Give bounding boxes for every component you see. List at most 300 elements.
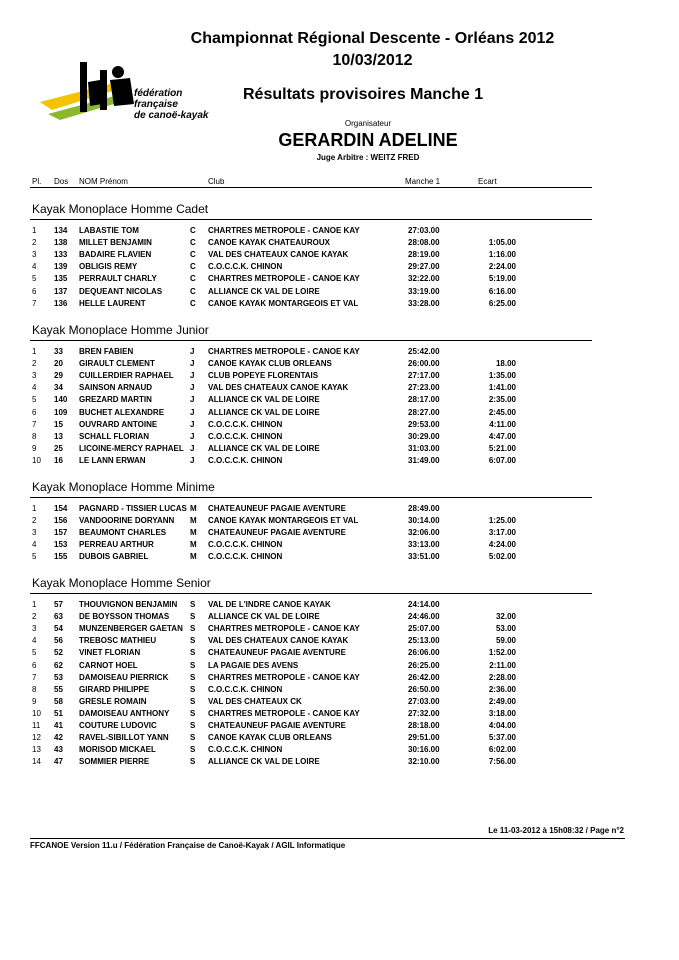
- cell-cat: M: [190, 528, 197, 538]
- cell-pl: 7: [32, 419, 37, 429]
- cell-nom: SAINSON ARNAUD: [79, 383, 153, 393]
- cell-m1: 30:14.00: [408, 516, 440, 526]
- cell-dos: 58: [54, 696, 63, 706]
- cell-dos: 156: [54, 516, 68, 526]
- cell-club: CLUB POPEYE FLORENTAIS: [208, 371, 319, 381]
- cell-dos: 157: [54, 528, 68, 538]
- cell-m1: 33:28.00: [408, 298, 440, 308]
- cell-cat: C: [190, 226, 196, 235]
- cell-nom: PERREAU ARTHUR: [79, 540, 154, 550]
- cell-m1: 26:50.00: [408, 684, 440, 694]
- cell-nom: LICOINE-MERCY RAPHAEL: [79, 443, 184, 453]
- result-row: [0, 395, 679, 407]
- cell-club: C.O.C.C.K. CHINON: [208, 455, 283, 465]
- cell-ec: 2:11.00: [489, 660, 516, 670]
- cell-cat: J: [190, 419, 195, 429]
- cell-ec: 2:35.00: [488, 395, 516, 405]
- result-row: [0, 420, 679, 432]
- cell-dos: 47: [54, 757, 63, 767]
- col-header-pl: Pl.: [32, 177, 42, 186]
- cell-ec: 59.00: [495, 636, 516, 646]
- cell-cat: J: [190, 395, 195, 405]
- cell-nom: BUCHET ALEXANDRE: [79, 407, 165, 417]
- cell-club: CHARTRES METROPOLE - CANOE KAY: [208, 226, 360, 235]
- cell-cat: M: [190, 504, 197, 513]
- cell-cat: C: [190, 250, 196, 260]
- cell-dos: 29: [54, 371, 63, 381]
- result-row: [0, 612, 679, 624]
- event-date: 10/03/2012: [332, 52, 413, 69]
- result-row: [0, 262, 679, 274]
- cell-ec: 18.00: [495, 359, 516, 369]
- cell-pl: 11: [32, 721, 41, 730]
- cell-m1: 26:06.00: [408, 648, 440, 658]
- cell-club: CHARTRES METROPOLE - CANOE KAY: [208, 274, 360, 284]
- cell-cat: J: [190, 455, 195, 465]
- cell-m1: 27:23.00: [408, 383, 440, 393]
- cell-cat: S: [190, 696, 196, 706]
- cell-nom: DUBOIS GABRIEL: [79, 552, 149, 562]
- cell-club: VAL DES CHATEAUX CANOE KAYAK: [208, 250, 349, 260]
- result-row: [0, 661, 679, 673]
- cell-pl: 13: [32, 745, 41, 755]
- cell-club: C.O.C.C.K. CHINON: [208, 419, 283, 429]
- cell-m1: 29:51.00: [408, 733, 440, 743]
- cell-pl: 10: [32, 708, 41, 718]
- cell-m1: 26:00.00: [408, 359, 440, 369]
- cell-m1: 30:29.00: [408, 431, 440, 441]
- cell-cat: J: [190, 443, 195, 453]
- cell-cat: S: [190, 624, 196, 634]
- cell-dos: 52: [54, 648, 63, 658]
- cell-club: CHATEAUNEUF PAGAIE AVENTURE: [208, 528, 346, 538]
- cell-dos: 41: [54, 721, 63, 730]
- cell-nom: CARNOT HOEL: [79, 660, 138, 670]
- cell-nom: CUILLERDIER RAPHAEL: [79, 371, 174, 381]
- cell-m1: 32:22.00: [408, 274, 440, 284]
- cell-m1: 27:17.00: [408, 371, 440, 381]
- cell-ec: 6:02.00: [488, 745, 516, 755]
- results-subtitle: Résultats provisoires Manche 1: [243, 86, 484, 103]
- cell-club: ALLIANCE CK VAL DE LOIRE: [208, 286, 320, 296]
- cell-club: CANOE KAYAK CLUB ORLEANS: [208, 359, 332, 369]
- cell-m1: 32:06.00: [408, 528, 440, 538]
- section-title: Kayak Monoplace Homme Senior: [32, 576, 211, 590]
- col-header-manche: Manche 1: [405, 177, 441, 186]
- cell-nom: VINET FLORIAN: [79, 648, 141, 658]
- cell-pl: 8: [32, 431, 37, 441]
- result-row: [0, 757, 679, 769]
- section-title: Kayak Monoplace Homme Minime: [32, 480, 215, 494]
- cell-club: CANOE KAYAK CHATEAUROUX: [208, 238, 330, 248]
- cell-dos: 62: [54, 660, 63, 670]
- cell-club: ALLIANCE CK VAL DE LOIRE: [208, 757, 320, 767]
- organizer-label: Organisateur: [344, 119, 392, 128]
- cell-ec: 4:11.00: [489, 419, 516, 429]
- cell-ec: 6:25.00: [488, 298, 516, 308]
- cell-dos: 34: [54, 383, 63, 393]
- cell-club: ALLIANCE CK VAL DE LOIRE: [208, 612, 320, 622]
- cell-dos: 133: [54, 250, 68, 260]
- ffck-logo: [38, 58, 218, 128]
- cell-pl: 8: [32, 684, 37, 694]
- result-row: [0, 504, 679, 516]
- cell-nom: HELLE LAURENT: [79, 298, 146, 308]
- result-row: [0, 709, 679, 721]
- cell-club: CHARTRES METROPOLE - CANOE KAY: [208, 347, 360, 356]
- result-row: [0, 516, 679, 528]
- cell-m1: 29:53.00: [408, 419, 440, 429]
- cell-cat: C: [190, 298, 196, 308]
- cell-m1: 25:07.00: [408, 624, 440, 634]
- cell-pl: 2: [32, 612, 37, 622]
- col-header-ecart: Ecart: [478, 177, 497, 186]
- cell-cat: S: [190, 600, 196, 609]
- svg-text:française: française: [134, 99, 178, 110]
- cell-cat: J: [190, 407, 195, 417]
- cell-nom: COUTURE LUDOVIC: [79, 721, 157, 730]
- cell-ec: 1:25.00: [488, 516, 516, 526]
- cell-club: C.O.C.C.K. CHINON: [208, 540, 283, 550]
- header-divider: [30, 187, 592, 188]
- cell-nom: OUVRARD ANTOINE: [79, 419, 158, 429]
- section-divider: [30, 593, 592, 594]
- cell-nom: BEAUMONT CHARLES: [79, 528, 167, 538]
- result-row: [0, 552, 679, 564]
- cell-pl: 3: [32, 624, 37, 634]
- result-row: [0, 528, 679, 540]
- cell-nom: DE BOYSSON THOMAS: [79, 612, 170, 622]
- result-row: [0, 673, 679, 685]
- cell-club: ALLIANCE CK VAL DE LOIRE: [208, 407, 320, 417]
- cell-cat: S: [190, 733, 196, 743]
- cell-nom: PERRAULT CHARLY: [79, 274, 157, 284]
- cell-club: LA PAGAIE DES AVENS: [208, 660, 299, 670]
- cell-m1: 26:25.00: [408, 660, 440, 670]
- cell-pl: 1: [32, 600, 37, 609]
- cell-pl: 7: [32, 298, 37, 308]
- cell-cat: S: [190, 636, 196, 646]
- cell-dos: 33: [54, 347, 63, 356]
- cell-cat: S: [190, 708, 196, 718]
- cell-ec: 1:52.00: [488, 648, 516, 658]
- cell-dos: 53: [54, 672, 63, 682]
- cell-club: C.O.C.C.K. CHINON: [208, 262, 283, 272]
- cell-pl: 2: [32, 359, 37, 369]
- result-row: [0, 745, 679, 757]
- cell-nom: MUNZENBERGER GAETAN: [79, 624, 183, 634]
- cell-cat: S: [190, 612, 196, 622]
- result-row: [0, 636, 679, 648]
- cell-ec: 2:45.00: [488, 407, 516, 417]
- cell-ec: 6:16.00: [488, 286, 516, 296]
- judge-line: Juge Arbitre : WEITZ FRED: [316, 153, 420, 162]
- cell-pl: 5: [32, 552, 37, 562]
- cell-cat: S: [190, 684, 196, 694]
- cell-pl: 2: [32, 238, 37, 248]
- cell-pl: 5: [32, 648, 37, 658]
- cell-nom: DAMOISEAU PIERRICK: [79, 672, 169, 682]
- cell-pl: 9: [32, 443, 37, 453]
- cell-nom: VANDOORINE DORYANN: [79, 516, 175, 526]
- cell-pl: 12: [32, 733, 41, 743]
- cell-ec: 32.00: [495, 612, 516, 622]
- cell-nom: MILLET BENJAMIN: [79, 238, 152, 248]
- cell-dos: 140: [54, 395, 68, 405]
- cell-ec: 53.00: [495, 624, 516, 634]
- cell-pl: 6: [32, 286, 37, 296]
- cell-dos: 154: [54, 504, 68, 513]
- result-row: [0, 721, 679, 733]
- cell-m1: 28:08.00: [408, 238, 440, 248]
- cell-ec: 3:17.00: [488, 528, 516, 538]
- cell-cat: M: [190, 516, 197, 526]
- cell-cat: J: [190, 359, 195, 369]
- cell-nom: OBLIGIS REMY: [79, 262, 138, 272]
- event-title: Championnat Régional Descente - Orléans 2012: [190, 30, 555, 47]
- cell-pl: 6: [32, 660, 37, 670]
- section-divider: [30, 340, 592, 341]
- cell-dos: 54: [54, 624, 63, 634]
- cell-ec: 6:07.00: [488, 455, 516, 465]
- cell-dos: 16: [54, 455, 63, 465]
- cell-m1: 33:13.00: [408, 540, 440, 550]
- cell-m1: 25:13.00: [408, 636, 440, 646]
- cell-cat: M: [190, 552, 197, 562]
- cell-ec: 1:05.00: [488, 238, 516, 248]
- cell-club: VAL DES CHATEAUX CANOE KAYAK: [208, 383, 349, 393]
- cell-club: VAL DES CHATEAUX CANOE KAYAK: [208, 636, 349, 646]
- result-row: [0, 733, 679, 745]
- result-row: [0, 432, 679, 444]
- cell-dos: 63: [54, 612, 63, 622]
- cell-nom: THOUVIGNON BENJAMIN: [79, 600, 178, 609]
- cell-dos: 139: [54, 262, 68, 272]
- result-row: [0, 287, 679, 299]
- col-header-dos: Dos: [54, 177, 69, 186]
- cell-nom: SOMMIER PIERRE: [79, 757, 150, 767]
- cell-cat: C: [190, 274, 196, 284]
- cell-cat: S: [190, 648, 196, 658]
- cell-m1: 28:19.00: [408, 250, 440, 260]
- cell-ec: 5:02.00: [488, 552, 516, 562]
- result-row: [0, 274, 679, 286]
- cell-ec: 5:19.00: [488, 274, 516, 284]
- cell-ec: 5:37.00: [488, 733, 516, 743]
- cell-cat: S: [190, 672, 196, 682]
- cell-m1: 27:32.00: [408, 708, 440, 718]
- cell-nom: GREZARD MARTIN: [79, 395, 152, 405]
- svg-text:de canoë-kayak: de canoë-kayak: [134, 110, 209, 121]
- cell-nom: SCHALL FLORIAN: [79, 431, 150, 441]
- cell-m1: 28:17.00: [408, 395, 440, 405]
- cell-ec: 1:16.00: [488, 250, 516, 260]
- cell-m1: 27:03.00: [408, 696, 440, 706]
- cell-nom: GIRARD PHILIPPE: [79, 684, 150, 694]
- cell-m1: 30:16.00: [408, 745, 440, 755]
- cell-m1: 25:42.00: [408, 347, 440, 356]
- cell-dos: 137: [54, 286, 68, 296]
- cell-ec: 7:56.00: [488, 757, 516, 767]
- cell-pl: 1: [32, 226, 37, 235]
- cell-cat: J: [190, 431, 195, 441]
- cell-cat: C: [190, 262, 196, 272]
- software-version: FFCANOE Version 11.u / Fédération Française de Canoë-Kayak / AGIL Informatique: [30, 841, 346, 850]
- cell-cat: J: [190, 371, 195, 381]
- cell-club: ALLIANCE CK VAL DE LOIRE: [208, 395, 320, 405]
- cell-pl: 1: [32, 504, 37, 513]
- cell-club: C.O.C.C.K. CHINON: [208, 552, 283, 562]
- cell-pl: 4: [32, 540, 37, 550]
- cell-dos: 20: [54, 359, 63, 369]
- cell-pl: 7: [32, 672, 37, 682]
- result-row: [0, 540, 679, 552]
- section-title: Kayak Monoplace Homme Cadet: [32, 202, 209, 216]
- cell-cat: M: [190, 540, 197, 550]
- cell-cat: S: [190, 757, 196, 767]
- cell-club: C.O.C.C.K. CHINON: [208, 745, 283, 755]
- cell-dos: 42: [54, 733, 63, 743]
- cell-cat: S: [190, 660, 196, 670]
- cell-club: VAL DES CHATEAUX CK: [208, 696, 302, 706]
- cell-cat: J: [190, 347, 195, 356]
- cell-pl: 6: [32, 407, 37, 417]
- print-date: Le 11-03-2012 à 15h08:32 / Page n°2: [488, 826, 624, 835]
- cell-ec: 2:24.00: [488, 262, 516, 272]
- cell-dos: 134: [54, 226, 68, 235]
- cell-club: CHATEAUNEUF PAGAIE AVENTURE: [208, 504, 346, 513]
- cell-nom: RAVEL-SIBILLOT YANN: [79, 733, 169, 743]
- cell-club: CHATEAUNEUF PAGAIE AVENTURE: [208, 648, 346, 658]
- result-row: [0, 226, 679, 238]
- cell-ec: 5:21.00: [488, 443, 516, 453]
- cell-nom: BREN FABIEN: [79, 347, 134, 356]
- result-row: [0, 697, 679, 709]
- footer-divider: [30, 838, 625, 839]
- result-row: [0, 624, 679, 636]
- cell-pl: 4: [32, 383, 37, 393]
- cell-club: CHARTRES METROPOLE - CANOE KAY: [208, 708, 360, 718]
- cell-ec: 2:36.00: [488, 684, 516, 694]
- cell-nom: DAMOISEAU ANTHONY: [79, 708, 170, 718]
- cell-dos: 51: [54, 708, 63, 718]
- cell-pl: 9: [32, 696, 37, 706]
- cell-club: CANOE KAYAK MONTARGEOIS ET VAL: [208, 516, 359, 526]
- result-row: [0, 444, 679, 456]
- cell-nom: TREBOSC MATHIEU: [79, 636, 157, 646]
- cell-ec: 1:35.00: [488, 371, 516, 381]
- cell-m1: 24:14.00: [408, 600, 440, 609]
- cell-m1: 32:10.00: [408, 757, 440, 767]
- result-row: [0, 250, 679, 262]
- cell-m1: 28:18.00: [408, 721, 440, 730]
- cell-cat: S: [190, 721, 196, 730]
- cell-club: C.O.C.C.K. CHINON: [208, 431, 283, 441]
- cell-m1: 33:19.00: [408, 286, 440, 296]
- cell-m1: 24:46.00: [408, 612, 440, 622]
- cell-pl: 2: [32, 516, 37, 526]
- organizer-name: GERARDIN ADELINE: [278, 130, 458, 150]
- result-row: [0, 648, 679, 660]
- cell-dos: 55: [54, 684, 63, 694]
- cell-club: ALLIANCE CK VAL DE LOIRE: [208, 443, 320, 453]
- cell-pl: 14: [32, 757, 41, 767]
- cell-dos: 57: [54, 600, 63, 609]
- cell-ec: 3:18.00: [488, 708, 516, 718]
- result-row: [0, 347, 679, 359]
- cell-ec: 2:28.00: [488, 672, 516, 682]
- cell-nom: DEQUEANT NICOLAS: [79, 286, 163, 296]
- col-header-club: Club: [208, 177, 225, 186]
- cell-nom: BADAIRE FLAVIEN: [79, 250, 152, 260]
- cell-dos: 153: [54, 540, 68, 550]
- cell-pl: 5: [32, 395, 37, 405]
- cell-ec: 4:24.00: [488, 540, 516, 550]
- cell-ec: 4:04.00: [488, 721, 516, 730]
- cell-pl: 4: [32, 262, 37, 272]
- cell-m1: 31:49.00: [408, 455, 440, 465]
- cell-nom: LABASTIE TOM: [79, 226, 139, 235]
- cell-dos: 136: [54, 298, 68, 308]
- cell-dos: 138: [54, 238, 68, 248]
- cell-m1: 27:03.00: [408, 226, 440, 235]
- section-divider: [30, 497, 592, 498]
- result-row: [0, 299, 679, 311]
- result-row: [0, 685, 679, 697]
- cell-club: CANOE KAYAK CLUB ORLEANS: [208, 733, 332, 743]
- cell-dos: 15: [54, 419, 63, 429]
- cell-ec: 2:49.00: [488, 696, 516, 706]
- cell-club: CANOE KAYAK MONTARGEOIS ET VAL: [208, 298, 359, 308]
- cell-dos: 43: [54, 745, 63, 755]
- col-header-nom: NOM Prénom: [79, 177, 128, 186]
- cell-nom: GRESLE ROMAIN: [79, 696, 147, 706]
- cell-cat: C: [190, 286, 196, 296]
- cell-club: CHATEAUNEUF PAGAIE AVENTURE: [208, 721, 346, 730]
- cell-pl: 10: [32, 455, 41, 465]
- result-row: [0, 383, 679, 395]
- cell-m1: 29:27.00: [408, 262, 440, 272]
- cell-m1: 31:03.00: [408, 443, 440, 453]
- cell-m1: 28:49.00: [408, 504, 440, 513]
- cell-dos: 13: [54, 431, 63, 441]
- result-row: [0, 408, 679, 420]
- cell-nom: GIRAULT CLEMENT: [79, 359, 155, 369]
- cell-pl: 3: [32, 528, 37, 538]
- cell-pl: 3: [32, 371, 37, 381]
- svg-text:fédération: fédération: [134, 88, 183, 99]
- result-row: [0, 359, 679, 371]
- cell-dos: 56: [54, 636, 63, 646]
- cell-ec: 1:41.00: [488, 383, 516, 393]
- section-divider: [30, 219, 592, 220]
- cell-nom: PAGNARD - TISSIER LUCAS: [79, 504, 187, 513]
- cell-cat: S: [190, 745, 196, 755]
- result-row: [0, 456, 679, 468]
- cell-nom: MORISOD MICKAEL: [79, 745, 156, 755]
- cell-m1: 26:42.00: [408, 672, 440, 682]
- cell-club: CHARTRES METROPOLE - CANOE KAY: [208, 672, 360, 682]
- result-row: [0, 371, 679, 383]
- cell-dos: 155: [54, 552, 68, 562]
- cell-pl: 1: [32, 347, 37, 356]
- result-row: [0, 238, 679, 250]
- result-row: [0, 600, 679, 612]
- cell-nom: LE LANN ERWAN: [79, 455, 146, 465]
- cell-ec: 4:47.00: [488, 431, 516, 441]
- cell-dos: 25: [54, 443, 63, 453]
- cell-dos: 109: [54, 407, 68, 417]
